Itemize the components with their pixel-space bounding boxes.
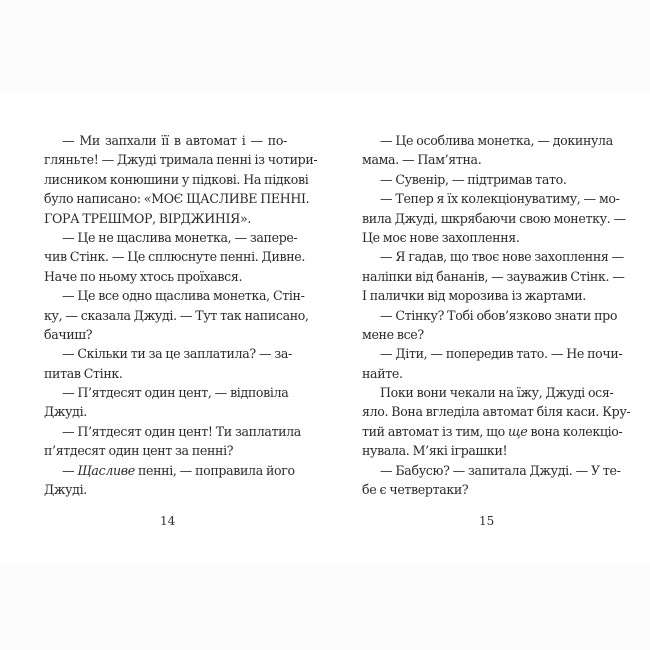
text-line: — П’ятдесят один цент! Ти заплатила [62, 423, 301, 439]
page-number-left: 14 [160, 514, 176, 528]
text-line: вила Джуді, шкрябаючи свою монетку. — [362, 210, 626, 226]
text-line: Наче по ньому хтось проїхався. [44, 268, 243, 284]
text-line: нувала. М’які іграшки! [362, 443, 508, 459]
left-page-text [44, 131, 318, 499]
text-line: — Ми запхали її в автомат і — по- [62, 133, 287, 148]
text-line: бачиш? [44, 326, 93, 342]
text-line: гляньте! — Джуді тримала пенні із чотири- [44, 152, 318, 168]
text-line: мама. — Пам’ятна. [362, 152, 482, 168]
text-line: І палички від морозива із жартами. [362, 288, 586, 304]
text-line: Джуді. [44, 482, 87, 498]
text-line: найте. [362, 365, 403, 381]
emphasis-text: Щасливе [77, 462, 135, 478]
text-line: — Скільки ти за це заплатила? — за- [62, 346, 292, 362]
text-line: мене все? [362, 326, 424, 342]
text-line: — Бабусю? — запитала Джуді. — У те- [380, 462, 621, 478]
text-line: — Це все одно щаслива монетка, Стін- [62, 288, 305, 304]
text-line: наліпки від бананів, — зауважив Стінк. — [362, 268, 625, 284]
text-line: — Я гадав, що твоє нове захоплення — [380, 249, 624, 265]
text-line: — Це особлива монетка, — докинула [380, 133, 613, 148]
text-line: — Сувенір, — підтримав тато. [380, 171, 567, 187]
text-line: було написано: «МОЄ ЩАСЛИВЕ ПЕННІ. [44, 191, 310, 207]
text-line: чив Стінк. — Це сплюснуте пенні. Дивне. [44, 249, 306, 265]
text-line: питав Стінк. [44, 365, 123, 381]
book-spread [0, 93, 650, 562]
text-line: ку, — сказала Джуді. — Тут так написано, [44, 307, 309, 323]
text-line: — Стінку? Тобі обов’язково знати про [380, 307, 618, 323]
text-line: ГОРА ТРЕШМОР, ВІРДЖИНІЯ». [44, 210, 251, 226]
text-line: — Це не щаслива монетка, — запере- [62, 229, 298, 245]
right-page-text [362, 131, 631, 499]
text-line: п’ятдесят один цент за пенні? [44, 443, 234, 459]
text-line: — Тепер я їх колекціонуватиму, — мо- [380, 191, 620, 207]
text-line: Це моє нове захоплення. [362, 229, 520, 245]
text-line: Поки вони чекали на їжу, Джуді ося- [380, 385, 614, 401]
text-line: — П’ятдесят один цент, — відповіла [62, 385, 289, 401]
page-number-right: 15 [479, 514, 495, 528]
text-line: — Діти, — попередив тато. — Не почи- [380, 346, 623, 362]
text-line: яло. Вона вгледіла автомат біля каси. Кру- [362, 404, 631, 420]
text-line: лисником конюшини у підкові. На підкові [44, 171, 309, 187]
text-line: бе є четвертаки? [362, 482, 469, 498]
text-line: Джуді. [44, 404, 87, 420]
emphasis-text: ще [508, 423, 528, 439]
text-line: тий автомат із тим, що ще вона колекціо- [362, 423, 623, 439]
text-line: — Щасливе пенні, — поправила його [62, 462, 295, 478]
